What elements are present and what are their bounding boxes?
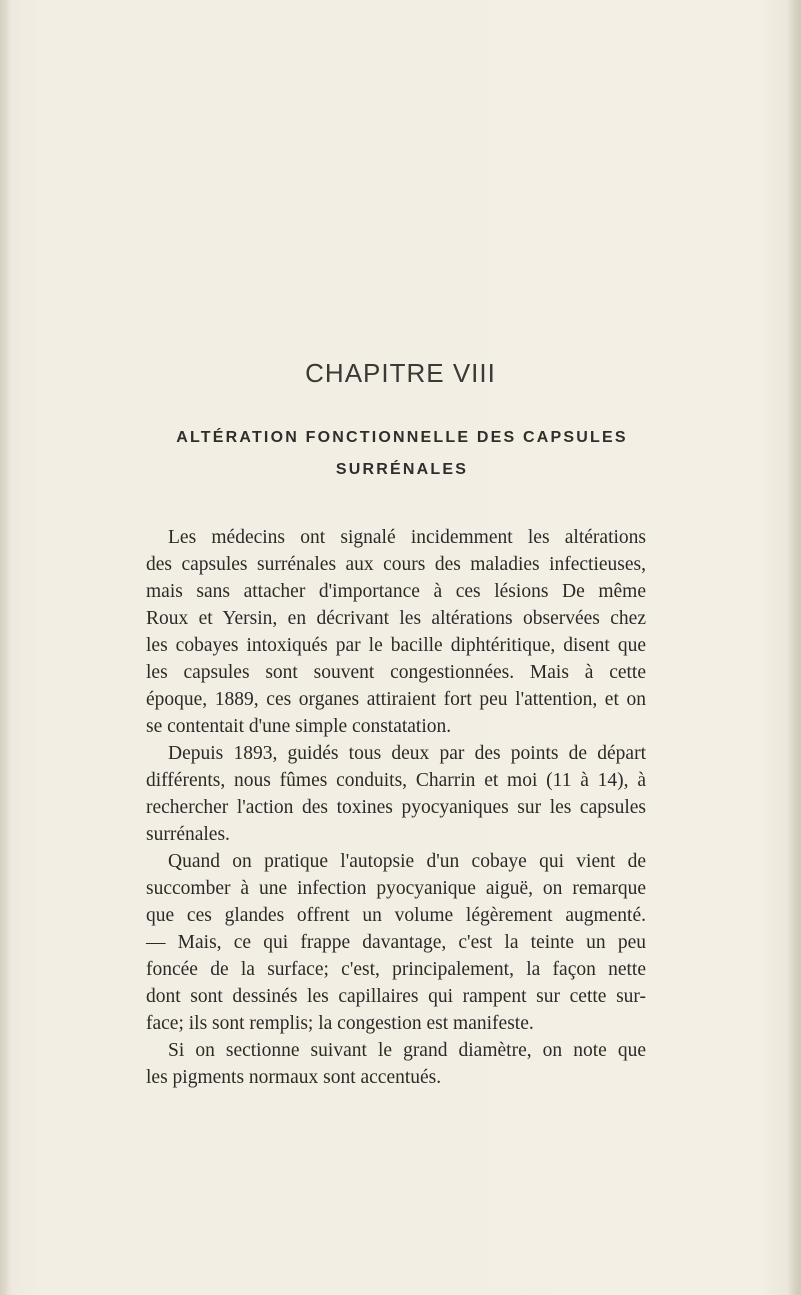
body-text bbox=[146, 524, 646, 1091]
text-line: mais sans attacher d'importance à ces lésions De même bbox=[146, 581, 646, 602]
page-left-edge bbox=[0, 0, 10, 1295]
text-line: rechercher l'action des toxines pyocyaniques sur les capsules bbox=[146, 797, 646, 818]
section-title-line-1: ALTÉRATION FONCTIONNELLE DES CAPSULES bbox=[176, 429, 628, 446]
text-line: surrénales. bbox=[146, 824, 230, 845]
text-line: les capsules sont souvent congestionnées. Mais à cette bbox=[146, 662, 646, 683]
text-line: Roux et Yersin, en décrivant les altérations observées chez bbox=[146, 608, 646, 629]
text-line: que ces glandes offrent un volume légèrement augmenté. bbox=[146, 905, 646, 926]
text-line: Les médecins ont signalé incidemment les altérations bbox=[168, 527, 646, 548]
section-title bbox=[160, 422, 644, 486]
text-line: des capsules surrénales aux cours des maladies infectieuses, bbox=[146, 554, 646, 575]
text-line: dont sont dessinés les capillaires qui rampent sur cette sur- bbox=[146, 986, 646, 1007]
text-line: les cobayes intoxiqués par le bacille diphtéritique, disent que bbox=[146, 635, 646, 656]
section-title-line-2: SURRÉNALES bbox=[335, 461, 469, 478]
text-line: face; ils sont remplis; la congestion est manifeste. bbox=[146, 1013, 534, 1034]
text-line: époque, 1889, ces organes attiraient fort peu l'attention, et on bbox=[146, 689, 646, 710]
text-line: se contentait d'une simple constatation. bbox=[146, 716, 452, 737]
text-line: — Mais, ce qui frappe davantage, c'est la teinte un peu bbox=[146, 932, 646, 953]
text-line: succomber à une infection pyocyanique aiguë, on remarque bbox=[146, 878, 646, 899]
text-line: différents, nous fûmes conduits, Charrin et moi (11 à 14), à bbox=[146, 770, 646, 791]
chapter-title: CHAPITRE VIII bbox=[305, 358, 496, 388]
text-line: Si on sectionne suivant le grand diamètre, on note que bbox=[168, 1040, 646, 1061]
text-line: Depuis 1893, guidés tous deux par des points de départ bbox=[168, 743, 646, 764]
page-right-edge bbox=[787, 0, 801, 1295]
text-line: foncée de la surface; c'est, principalement, la façon nette bbox=[146, 959, 646, 980]
text-line: les pigments normaux sont accentués. bbox=[146, 1067, 442, 1088]
text-line: Quand on pratique l'autopsie d'un cobaye qui vient de bbox=[168, 851, 646, 872]
